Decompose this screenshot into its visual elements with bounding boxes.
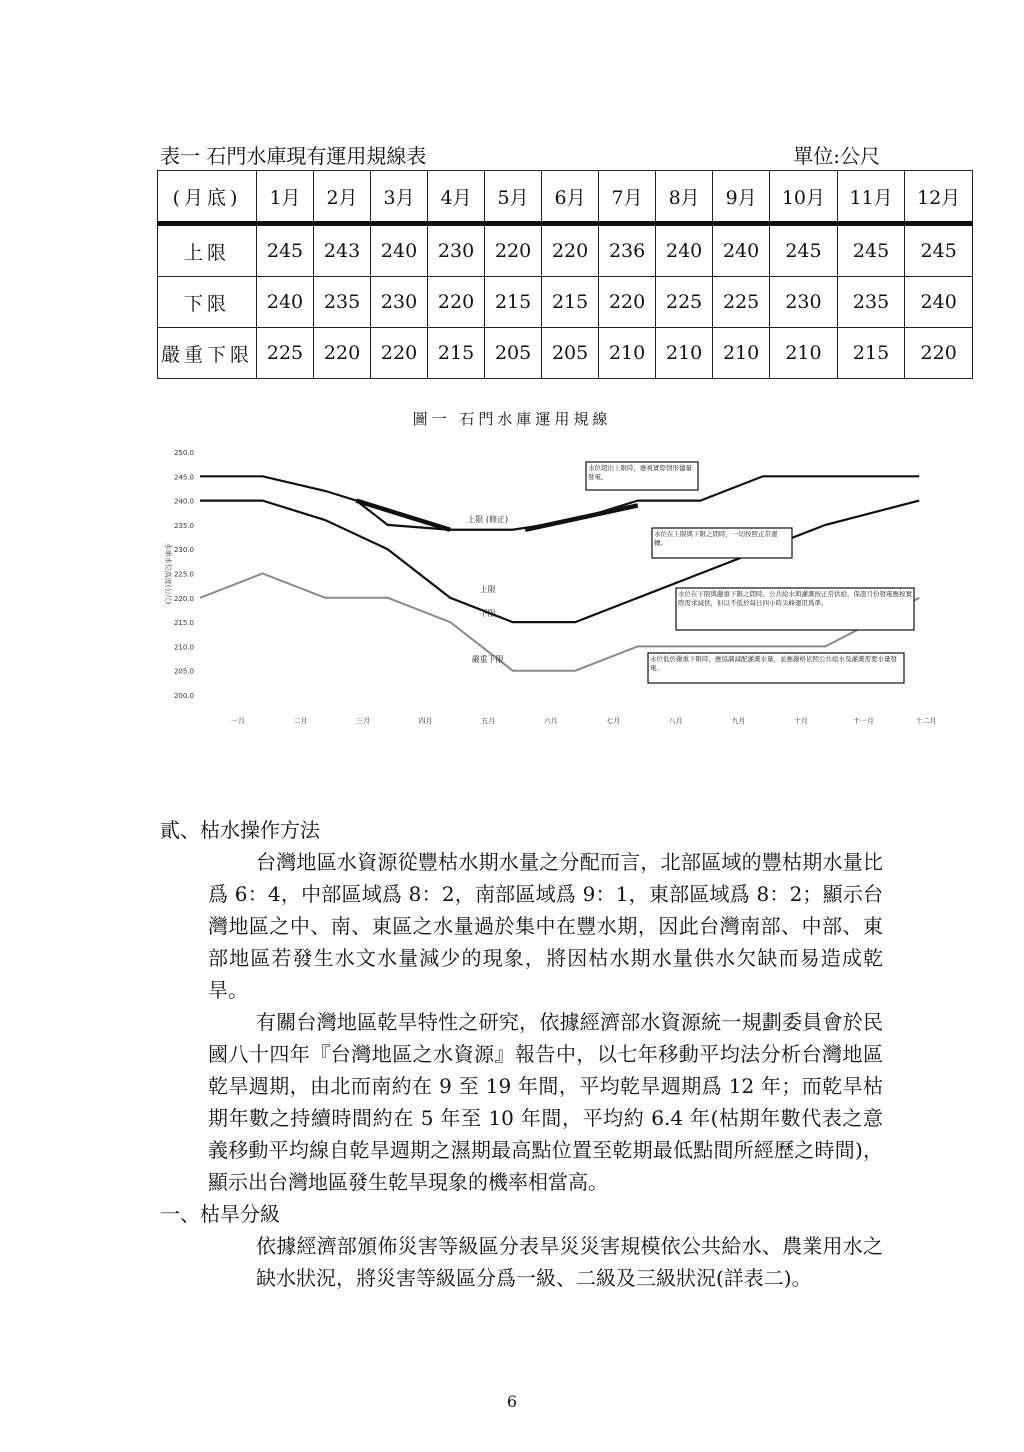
table-cell: 240 bbox=[905, 277, 973, 328]
row-label: 下限 bbox=[158, 277, 257, 328]
y-tick-label: 230.0 bbox=[173, 546, 194, 555]
table-cell: 230 bbox=[428, 224, 485, 277]
annotation-text: 水位在下限與嚴重下限之間時，公共給水與灌溉按正常供給，保證月份發電應按實際需求減供，但以不低於每日四小時尖峰運用爲準。 bbox=[678, 590, 912, 607]
y-tick-label: 240.0 bbox=[173, 497, 194, 506]
series-label: 上限 (修正) bbox=[467, 514, 509, 524]
table-cell: 205 bbox=[542, 328, 599, 379]
table-cell: 240 bbox=[713, 224, 770, 277]
table-row-lower bbox=[158, 277, 973, 328]
x-tick-label: 六月 bbox=[543, 717, 558, 725]
table-cell: 210 bbox=[770, 328, 838, 379]
table-cell: 235 bbox=[837, 277, 905, 328]
x-tick-label: 十二月 bbox=[915, 717, 937, 725]
y-axis-label: 水庫水位高度(公尺) bbox=[164, 542, 172, 605]
table-cell: 210 bbox=[713, 328, 770, 379]
table-cell: 220 bbox=[485, 224, 542, 277]
paragraph-3: 依據經濟部頒佈災害等級區分表旱災災害規模依公共給水、農業用水之缺水狀況，將災害等級區分爲一級、二級及三級狀況(詳表二)。 bbox=[256, 1234, 883, 1290]
table-cell: 245 bbox=[905, 224, 973, 277]
x-tick-label: 三月 bbox=[356, 717, 371, 725]
series-label: 上限 bbox=[479, 584, 496, 594]
table-cell: 245 bbox=[837, 224, 905, 277]
y-tick-label: 200.0 bbox=[173, 692, 194, 700]
table-cell: 240 bbox=[656, 224, 713, 277]
paragraph-1: 台灣地區水資源從豐枯水期水量之分配而言，北部區域的豐枯期水量比爲 6：4，中部區域爲 8：2，南部區域爲 9：1，東部區域爲 8：2；顯示台灣地區之中、南、東區之水量過於集中在豐水期，因此台灣南部、中部、東部地區若發生水文水量減少的現象，將因枯水期水量供水欠缺而易造成乾旱。 bbox=[208, 850, 883, 1002]
table-caption: 表一 石門水庫現有運用規線表 bbox=[160, 144, 427, 168]
table-cell: 235 bbox=[314, 277, 371, 328]
annotation-text: 水位在上限與下限之間時，一切按照正常運轉。 bbox=[654, 530, 778, 547]
table-cell: 215 bbox=[428, 328, 485, 379]
month-header: 11月 bbox=[837, 171, 905, 224]
table-row-upper bbox=[158, 224, 973, 277]
table-cell: 225 bbox=[713, 277, 770, 328]
row-label: 嚴重下限 bbox=[158, 328, 257, 379]
month-header: 8月 bbox=[656, 171, 713, 224]
table-cell: 245 bbox=[770, 224, 838, 277]
table-cell: 230 bbox=[371, 277, 428, 328]
x-tick-label: 四月 bbox=[418, 717, 433, 725]
x-tick-label: 十一月 bbox=[852, 717, 874, 725]
table-caption-row bbox=[160, 140, 880, 168]
table-cell: 205 bbox=[485, 328, 542, 379]
operation-rule-table bbox=[157, 170, 973, 379]
sub-heading: 一、枯旱分級 bbox=[160, 1202, 280, 1226]
y-tick-label: 245.0 bbox=[173, 473, 194, 482]
x-tick-label: 九月 bbox=[731, 717, 746, 725]
x-tick-label: 十月 bbox=[793, 717, 808, 725]
y-tick-label: 250.0 bbox=[173, 449, 194, 457]
x-tick-label: 七月 bbox=[606, 717, 621, 725]
operation-rule-chart bbox=[160, 440, 950, 740]
month-header: 10月 bbox=[770, 171, 838, 224]
row-label: 上限 bbox=[158, 224, 257, 277]
series-label: 下限 bbox=[479, 608, 496, 618]
x-tick-label: 一月 bbox=[231, 717, 245, 725]
figure-title: 圖一 石門水庫運用規線 bbox=[412, 410, 612, 428]
table-cell: 225 bbox=[656, 277, 713, 328]
table-cell: 210 bbox=[656, 328, 713, 379]
month-header: 6月 bbox=[542, 171, 599, 224]
series-upper-revised-line bbox=[525, 505, 638, 529]
month-header: 7月 bbox=[599, 171, 656, 224]
month-header: 3月 bbox=[371, 171, 428, 224]
month-header: 12月 bbox=[905, 171, 973, 224]
y-tick-label: 225.0 bbox=[173, 570, 194, 579]
table-cell: 236 bbox=[599, 224, 656, 277]
table-cell: 220 bbox=[371, 328, 428, 379]
y-tick-label: 210.0 bbox=[173, 643, 194, 652]
x-tick-label: 五月 bbox=[481, 717, 496, 725]
x-tick-label: 二月 bbox=[293, 717, 308, 725]
month-header: 4月 bbox=[428, 171, 485, 224]
table-cell: 210 bbox=[599, 328, 656, 379]
table-cell: 225 bbox=[257, 328, 314, 379]
table-header-row bbox=[158, 171, 973, 224]
table-cell: 220 bbox=[428, 277, 485, 328]
section-heading: 貳、枯水操作方法 bbox=[160, 818, 320, 842]
paragraph-2: 有關台灣地區乾旱特性之研究，依據經濟部水資源統一規劃委員會於民國八十四年『台灣地區之水資源』報告中，以七年移動平均法分析台灣地區乾旱週期，由北而南約在 9 至 19 年間，平均乾旱週期爲 12 年；而乾旱枯期年數之持續時間約在 5 年至 10 年間，平均約 6.4 年(枯期年數代表之意義移動平均線自乾旱週期之濕期最高點位置至乾期最低點間所經歷之時間)，顯示出台灣地區發生乾旱現象的機率相當高。 bbox=[208, 1010, 883, 1194]
table-cell: 220 bbox=[314, 328, 371, 379]
table-cell: 215 bbox=[485, 277, 542, 328]
y-tick-label: 220.0 bbox=[173, 594, 194, 603]
table-unit: 單位:公尺 bbox=[793, 144, 880, 168]
series-label: 嚴重下限 bbox=[471, 654, 504, 664]
table-cell: 243 bbox=[314, 224, 371, 277]
page-number: 6 bbox=[506, 1392, 518, 1411]
annotation-text: 水位超出上限時，應視實際情形儘量發電。 bbox=[588, 464, 692, 481]
annotation-text: 水位低於嚴重下限時，應協調減配灌溉水量，並應嚴格依照公共給水及灌溉需要水量發電。 bbox=[650, 655, 897, 672]
y-tick-label: 235.0 bbox=[173, 521, 194, 530]
table-cell: 215 bbox=[837, 328, 905, 379]
x-tick-label: 八月 bbox=[668, 717, 683, 725]
month-header: 2月 bbox=[314, 171, 371, 224]
month-header: 1月 bbox=[257, 171, 314, 224]
table-cell: 240 bbox=[371, 224, 428, 277]
month-header: 5月 bbox=[485, 171, 542, 224]
table-cell: 215 bbox=[542, 277, 599, 328]
table-cell: 230 bbox=[770, 277, 838, 328]
table-cell: 220 bbox=[542, 224, 599, 277]
table-cell: 240 bbox=[257, 277, 314, 328]
y-tick-label: 215.0 bbox=[173, 619, 194, 628]
header-label-cell: (月底) bbox=[158, 171, 257, 224]
table-cell: 220 bbox=[599, 277, 656, 328]
y-tick-label: 205.0 bbox=[173, 667, 194, 676]
table-cell: 220 bbox=[905, 328, 973, 379]
table-cell: 245 bbox=[257, 224, 314, 277]
table-row-severe-lower bbox=[158, 328, 973, 379]
month-header: 9月 bbox=[713, 171, 770, 224]
